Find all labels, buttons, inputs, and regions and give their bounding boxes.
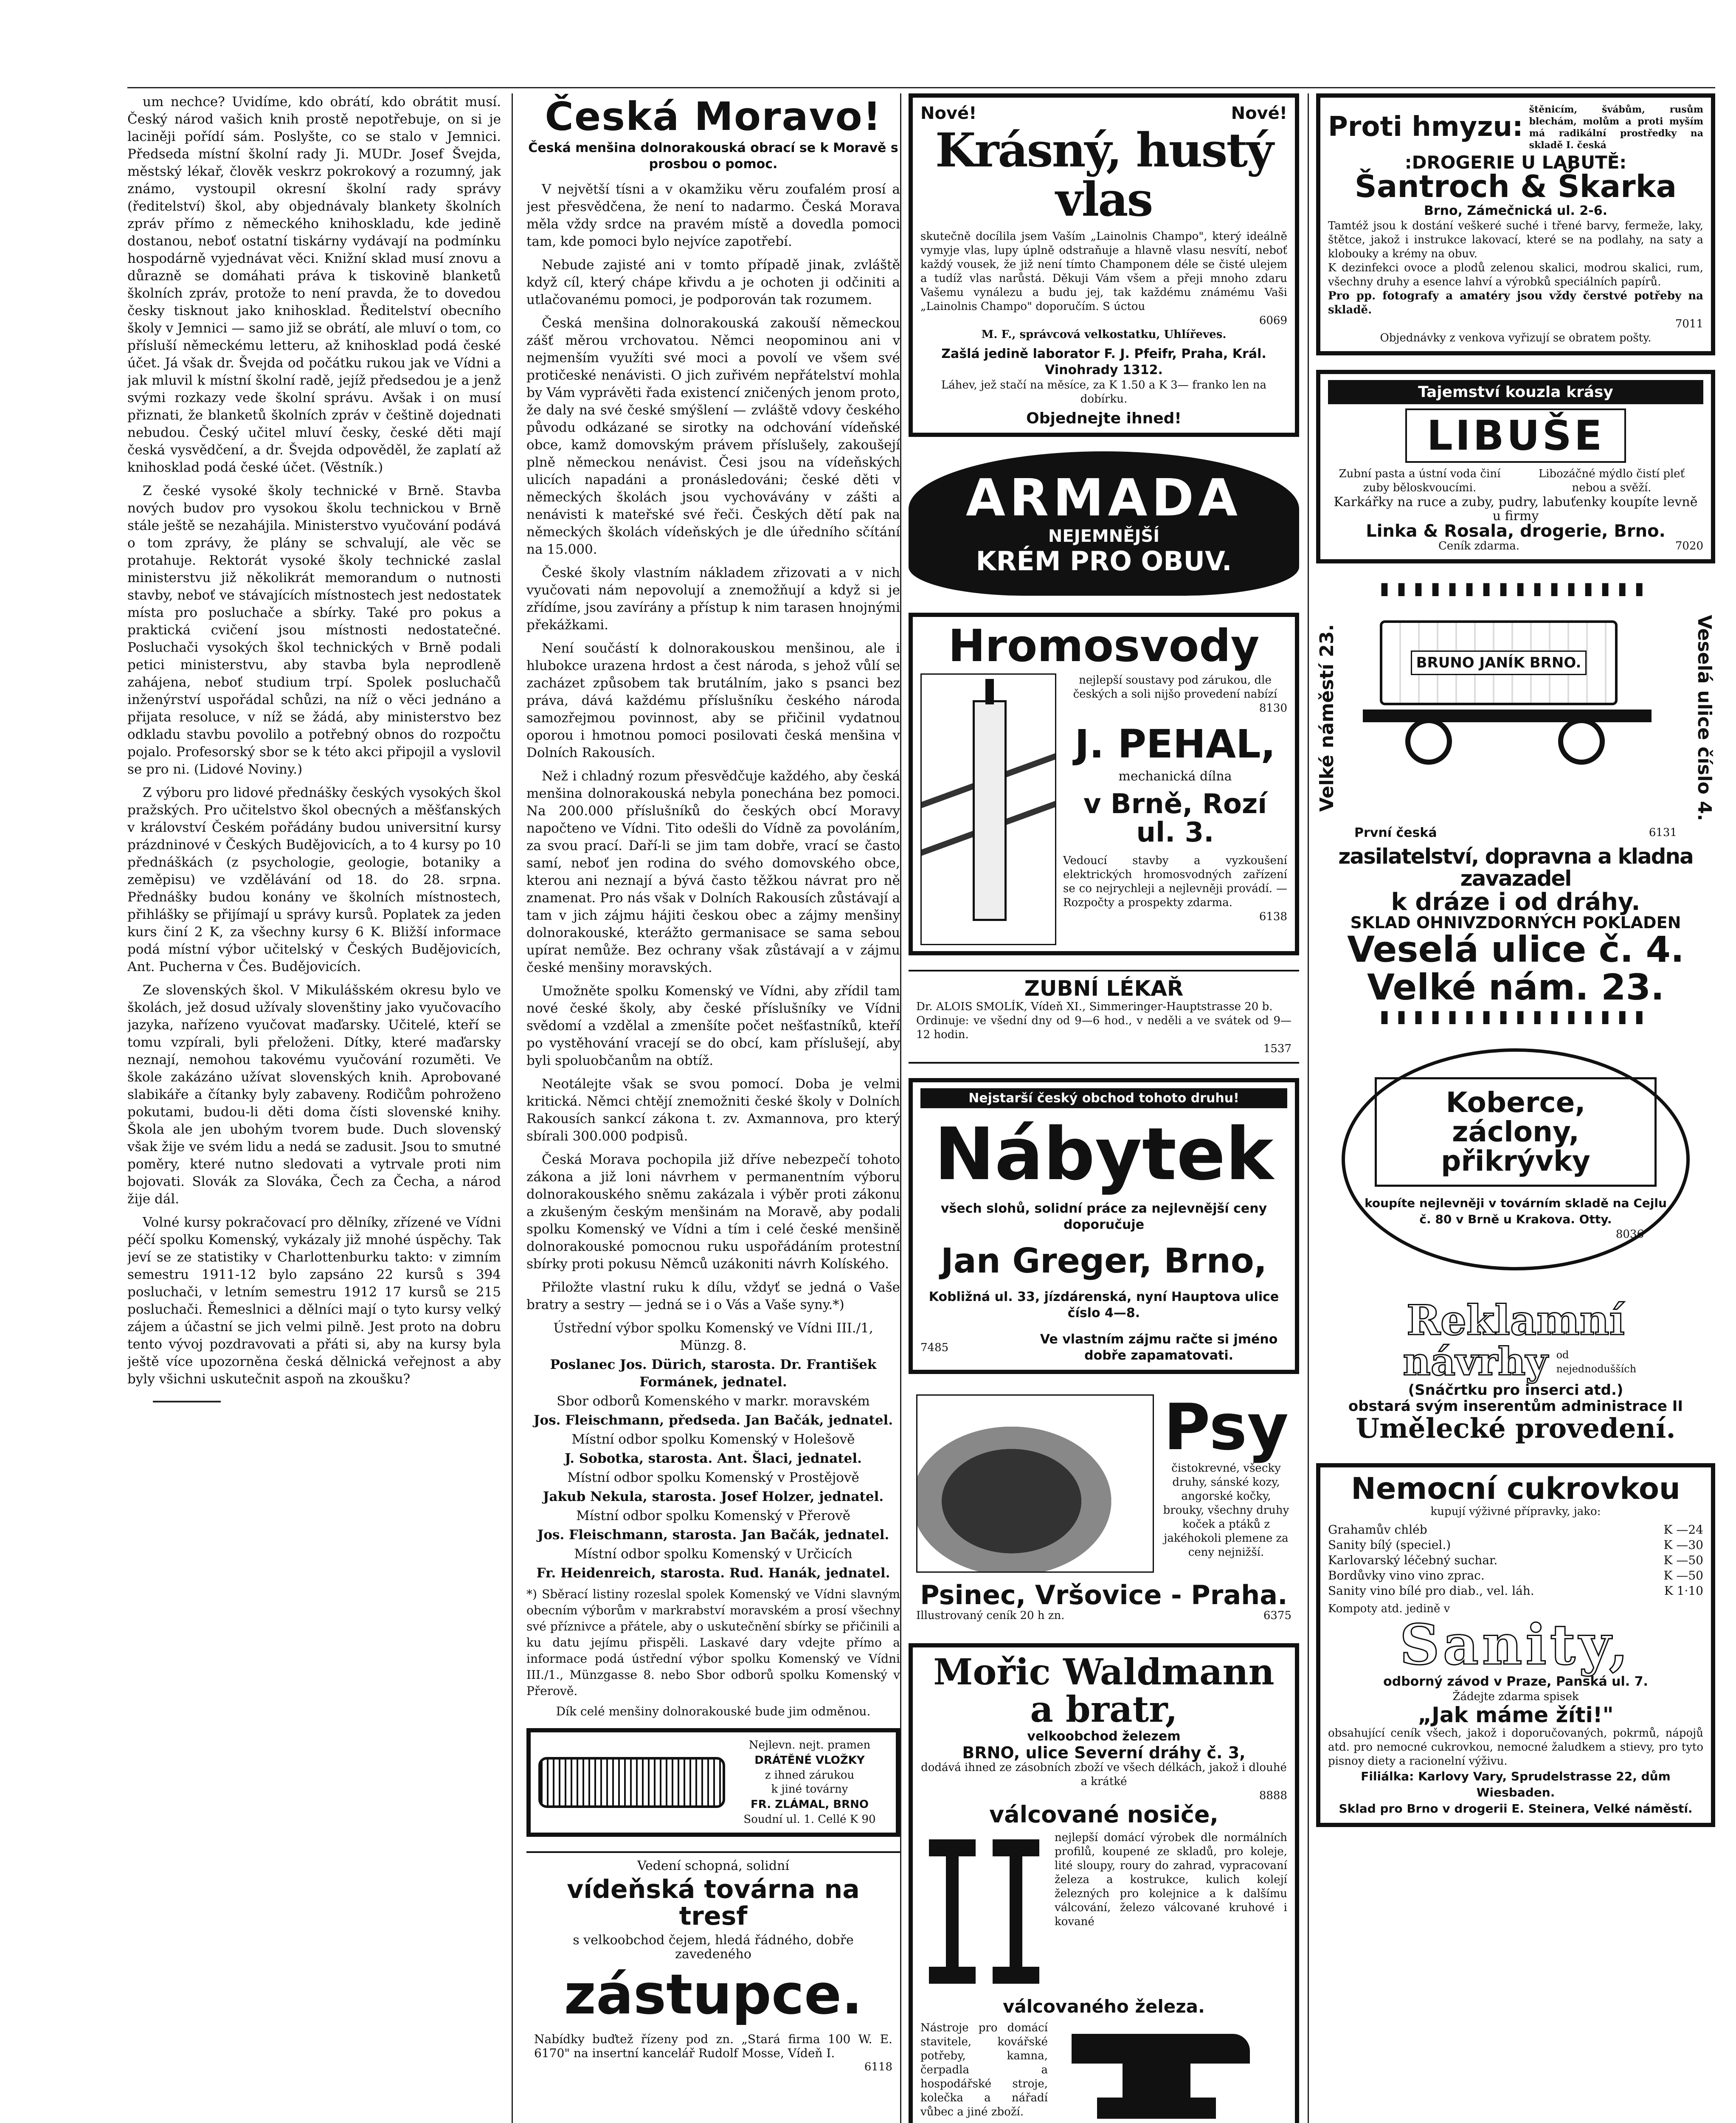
signature-line: Fr. Heidenreich, starosta. Rud. Hanák, jednatel.	[536, 1566, 890, 1581]
price-row	[1328, 1583, 1703, 1599]
ad-cukrovka-price-list	[1328, 1522, 1703, 1599]
price-item-name: Sanity vino bílé pro diab., vel. láh.	[1328, 1583, 1534, 1598]
signature-line: J. Sobotka, starosta. Ant. Šlaci, jednatel.	[565, 1451, 862, 1466]
article-paragraph: Než i chladný rozum přesvědčuje každého, aby česká menšina dolnorakouská nebyla ponechána bez pomoci. Na 200.000 příslušníků do českých obcí Moravy napočteno ve Vídni. Tito odešli do Vídně za povoláním, za svou prací. Daří-li se jim tam dobře, vrací se často samí, neboť jen rodina do svého domovského obce, kterou ani neznají a bývá často těžkou návrat pro ně znamenat. Pro nás však v Dolních Rakousích zůstávají a tam v jich zájmu hájiti českou obec a zájmy menšiny dolnorakouské, kterážto germanisace se sama sebou upírat nemůže. Bez ochrany však zůstávají a v zájmu české menšiny moravských.	[526, 769, 900, 975]
ad-hmyz-code: 7011	[1675, 317, 1703, 330]
ad-hromosvody-code: 8130	[1259, 702, 1287, 715]
price-item-price: K —30	[1663, 1537, 1703, 1552]
ad-waldmann-code: 8888	[1259, 1789, 1287, 1802]
price-item-name: Karlovarský léčebný suchar.	[1328, 1553, 1498, 1567]
signature-line: Jos. Fleischmann, předseda. Jan Bačák, jednatel.	[533, 1413, 893, 1428]
anvil-illustration	[1055, 2021, 1287, 2123]
ornament-row: ▮▮▮▮▮▮▮▮▮▮▮▮▮▮▮▮	[1379, 578, 1652, 598]
ad-zubni-name: Dr. ALOIS SMOLÍK, Vídeň XI., Simmeringer-Hauptstrasse 20 b.	[916, 1000, 1273, 1013]
spring-mattress-illustration	[538, 1757, 725, 1808]
ad-vlas-bottom: Objednejte ihned!	[1026, 410, 1182, 427]
ad-reklamni-line5: Umělecké provedení.	[1356, 1412, 1676, 1444]
signature-line: Ústřední výbor spolku Komenský ve Vídni III./1, Münzg. 8.	[553, 1321, 873, 1353]
ad-vlas-code: 6069	[1259, 314, 1287, 327]
ad-janik-first: První česká	[1354, 825, 1437, 840]
price-item-name: Sanity bílý (speciel.)	[1328, 1537, 1451, 1552]
ad-hmyz	[1316, 93, 1715, 355]
ad-reklamni-line4: obstará svým inserentům administrace II	[1348, 1397, 1683, 1415]
ad-reklamni-line1: Reklamní	[1407, 1296, 1625, 1344]
article-paragraph: Z výboru pro lidové přednášky českých vysokých škol pražských. Pro učitelstvo škol obecných a měšťanských v království Českém pořádány budou universitní kursy prázdninové v Českých Budějovicích, a to 4 kursy po 10 přednáškách (z psychologie, geologie, botaniky a zeměpisu) ve vzdělávání od 18. do 28. srpna. Přednášky budou konány ve školních místnostech, přihlášky se přijímají u správy kursů. Poplatek za jeden kurs činí 2 K, za všechny kursy 6 K. Bližší informace podá místní výbor učitelský v Českých Budějovicích, Ant. Pucherna v Čes. Budějovicích.	[127, 785, 501, 974]
ad-hromosvody-text: Vedoucí stavby a vyzkoušení elektrických hromosvodných zařízení se co nejrychleji a nejlevněji provádí. — Rozpočty a prospekty zdarma.	[1063, 854, 1287, 909]
ad-koberce-title3: přikrývky	[1441, 1145, 1590, 1178]
ad-zubni-hours: Ordinuje: ve všední dny od 9—6 hod., v neděli a ve svátek od 9—12 hodin.	[916, 1014, 1291, 1041]
article-paragraph: Česká Morava pochopila již dříve nebezpečí tohoto zákona a již loni návrhem v permanentním výboru dolnorakouského sněmu zakázala i výběr proti zákonu a zkušeným českým menšinám na Moravě, aby podali spolku Komenský ve Vídni a tím i celé české menšině dolnorakouské pomocnou ruku uspořádáním protestní sbírky proti pokusu Němců uzákoniti návrh Kolíského.	[526, 1152, 900, 1272]
ad-waldmann	[909, 1643, 1299, 2123]
ad-hmyz-text3: Pro pp. fotografy a amatéry jsou vždy čerstvé potřeby na skladě.	[1328, 289, 1703, 316]
price-row	[1328, 1568, 1703, 1583]
ad-hromosvody-city: v Brně, Rozí ul. 3.	[1083, 788, 1267, 848]
ad-libuse-code: 7020	[1675, 539, 1703, 552]
ad-tresf-text: s velkoobchod čejem, hledá řádného, dobře zavedeného	[573, 1933, 854, 1962]
ad-zubni-code: 1537	[1263, 1042, 1291, 1055]
ad-koberce-title1: Koberce,	[1446, 1086, 1586, 1119]
price-row	[1328, 1537, 1703, 1553]
article-title: Česká Moravo!	[545, 94, 882, 139]
article-paragraph: V největší tísni a v okamžiku věru zoufalém prosí a jest přesvědčena, že není to nadarmo. Česká Morava měla vždy srdce na pravém místě a dovedla pomoci tam, kde pomoci bylo nejvíce zapotřebí.	[526, 182, 900, 249]
ad-janik-sklad: SKLAD OHNIVZDORNÝCH POKLADEN	[1350, 913, 1681, 932]
column-divider-3	[1308, 93, 1309, 2123]
price-row	[1328, 1522, 1703, 1537]
footnote-end: Dík celé menšiny dolnorakouské bude jim odměnou.	[556, 1704, 871, 1718]
ad-psy-text: čistokrevné, všecky druhy, sánské kozy, angorské kočky, brouky, všechny druhy koček a ptáků z jakéhokoli plemene za ceny nejnižší.	[1163, 1461, 1289, 1559]
ad-nabytek-code: 7485	[920, 1341, 949, 1354]
article-paragraph: Volné kursy pokračovací pro dělníky, zřízené ve Vídni péčí spolku Komenský, vykázaly již mnohé úspěchy. Tak jeví se ze statistiky v Charlottenburku takto: v zimním semestru 1911-12 bylo zapsáno 22 kursů s 394 posluchači, v letním semestru 1912 17 kursů se 215 posluchači. Řemeslnici a dělníci mají o tyto kursy velký zájem a účastní se jich velmi pilně. Jest proto na dobru tento vývoj pozdravovati a přáti si, aby na kursy byla ještě více upozorněna česká dělnická veřejnost a aby byly všichni uskutečnit aspoň na zkoušku?	[127, 1215, 501, 1387]
ad-koberce-code: 8036	[1615, 1228, 1644, 1241]
ad-tresf-code: 6118	[864, 2060, 892, 2073]
ad-hmyz-name: Šantroch & Škarka	[1354, 169, 1677, 204]
steel-beam-illustration	[920, 1831, 1048, 1992]
ad-cukrovka-text: obsahující ceník všech, jakož i doporučovaných, pokrmů, nápojů atd. pro nemocné cukrovkou, nemocné žaludkem a stievy, pro tyto pisnoy diety a racionelní výživu.	[1328, 1726, 1703, 1768]
price-item-price: K —24	[1663, 1522, 1703, 1537]
ad-nabytek-top: Nejstarší český obchod tohoto druhu!	[920, 1088, 1287, 1108]
article-paragraph: Z české vysoké školy technické v Brně. Stavba nových budov pro vysokou školu technickou v Brně stále ještě se nezahájila. Ministerstvo vyučování podává o tom zprávy, že plány se schvalují, ale věc se protahuje. Rektorát vysoké školy technické zaslal ministerstvu již několikrát memorandum o nutnosti stavby, neboť ve stávajících místnostech jest nedostatek místa pro posluchače a sbírky. Také pro pokus a praktická cvičení jsou místnosti nedostatečné. Posluchači vysokých škol technických v Brně podali petici ministerstvu, aby stavba byla neprodleně zahájena, neboť studium trpí. Spolek posluchačů inženýrství uspořádal schůzi, na níž o věci jednáno a přijata resoluce, v níž se žádá, aby ministerstvo bez odkladu stavbu povolilo a potřebný obnos do rozpočtu pojalo. Profesorský sbor se k této akci připojil a vyslovil se pro ni. (Lidové Noviny.)	[127, 483, 501, 777]
ad-vlas-text: skutečně docílila jsem Vaším „Lainolnis Champo", který ideálně vymyje vlas, lupy úplně odstraňuje a hlavně vlasu nesvítí, neboť každý vousek, že již není tímto Champonem déle se čisté ulejem a tudíž vlas narůstá. Děkuji Vám všem a přeji mnoho zdaru Vašemu vynálezu a budu jej, tak každému známému Vaši „Lainolnis Champo" doporučím. S úctou	[920, 230, 1287, 313]
ad-libuse-title: LIBUŠE	[1405, 408, 1626, 463]
ad-hmyz-address: Brno, Zámečnická ul. 2-6.	[1424, 203, 1607, 218]
column-divider-2	[900, 93, 901, 2123]
ad-janik	[1316, 578, 1715, 1027]
column-1	[127, 93, 501, 2123]
ad-koberce	[1316, 1040, 1715, 1279]
article-subtitle: Česká menšina dolnorakouská obrací se k Moravě s prosbou o pomoc.	[528, 141, 898, 172]
ad-zlamal	[526, 1728, 900, 1837]
article-paragraph: Přiložte vlastní ruku k dílu, vždyť se jedná o Vaše bratry a sestry — jedná se i o Vás a Vaše syny.*)	[526, 1280, 900, 1312]
ad-reklamni-line3: (Snáčrtku pro inserci atd.)	[1408, 1381, 1623, 1399]
ad-cukrovka-title: Nemocní cukrovkou	[1351, 1471, 1680, 1506]
ad-nabytek-note: Ve vlastním zájmu račte si jméno dobře zapamatovati.	[1040, 1332, 1278, 1363]
ad-janik-truck-label: BRUNO JANÍK BRNO.	[1411, 650, 1587, 675]
ad-vlas-title: Krásný, hustý vlas	[935, 123, 1273, 227]
footnote: *) Sběrací listiny rozeslal spolek Komenský ve Vídni slavným obecním výborům v markrabství moravském a prosí všechny své příznivce a přátele, aby o uskutečnění sbírky se přičinili a ku datu jejímu přispěli. Laskavé dary vdejte přímo a informace podá ústřední výbor spolku Komenský ve Vídni III./1., Münzgasse 8. nebo Sbor odborů spolku Komenský v Přerově.	[526, 1587, 900, 1698]
ad-hmyz-title: Proti hmyzu:	[1328, 111, 1523, 143]
price-row	[1328, 1553, 1703, 1568]
ornament-row: ▮▮▮▮▮▮▮▮▮▮▮▮▮▮▮▮	[1379, 1006, 1652, 1026]
ad-cukrovka-sanity: Sanity,	[1399, 1612, 1632, 1677]
ad-waldmann-sub: velkoobchod železem	[1027, 1729, 1181, 1744]
ad-reklamni	[1316, 1293, 1715, 1449]
ad-tresf	[526, 1851, 900, 2080]
signature-line: Sbor odborů Komenského v markr. moravském	[557, 1394, 870, 1409]
article-paragraph: Ze slovenských škol. V Mikulášském okresu bylo ve školách, jež dosud užívaly slovenštiny jako vyučovacího jazyka, nařízeno vyučovat maďarsky. Učitelé, kteří se tomu vzpírali, byli přeloženi. Dítky, které maďarsky neznají, nemohou takovému vyučování rozuměti. Ve škole zakázáno užívat slovenských knih. Aprobované slabikáře a čítanky byly zabaveny. Rodičům pohroženo pokutami, budou-li děti doma čísti slovenské knihy. Škola ale jen ubohým tvorem bude. Duch slovenský však žije ve svém lidu a nedá se zadusit. Jsou to smutné poměry, které nutno sledovati a vytrvale proti nim bojovati. Slovák za Slováka, Čech za Čecha, a národ žije dál.	[127, 983, 501, 1207]
ad-nabytek-name: Jan Greger, Brno,	[940, 1241, 1267, 1281]
ad-nabytek-text: všech slohů, solidní práce za nejlevnější ceny doporučuje	[940, 1201, 1267, 1233]
ad-hromosvody-intro: nejlepší soustavy pod zárukou, dle českých a soli nijšo provedení nabízí	[1073, 674, 1277, 701]
ad-koberce-text: koupíte nejlevněji v továrním skladě na Cejlu č. 80 v Brně u Krakova. Otty.	[1365, 1196, 1667, 1226]
ad-zubni-lekar	[909, 970, 1299, 1064]
ad-hmyz-end: Objednávky z venkova vyřizují se obratem pošty.	[1380, 331, 1652, 344]
signature-line: Jos. Fleischmann, starosta. Jan Bačák, jednatel.	[537, 1527, 889, 1543]
ad-cukrovka	[1316, 1463, 1715, 1827]
ad-waldmann-valcovane: válcovaného železa.	[1003, 1996, 1205, 2017]
ad-tresf-big: zástupce.	[564, 1962, 863, 2027]
price-item-price: K —50	[1663, 1568, 1703, 1582]
price-item-name: Grahamův chléb	[1328, 1522, 1427, 1537]
ad-psy-title: Psy	[1163, 1391, 1289, 1465]
ad-libuse-cenik: Ceník zdarma.	[1438, 539, 1520, 552]
article-paragraph: Umožněte spolku Komenský ve Vídni, aby zřídil tam nové české školy, aby české příslušníky ve Vídni svědomí a vzdělal a zmenšíte počet nešťastníků, kteří po vystěhování vracejí se do obcí, kam příslušejí, aby byli spoluobčanům na obtíž.	[526, 983, 900, 1068]
dogs-illustration	[916, 1394, 1154, 1573]
signature-line: Jakub Nekula, starosta. Josef Holzer, jednatel.	[543, 1489, 884, 1504]
ad-vlas-sign: M. F., správcová velkostatku, Uhlířeves.	[981, 328, 1227, 341]
article-paragraph: České školy vlastním nákladem zřizovati a v nich vyučovati nám nepovolují a znemožňují a když si je zřídíme, jsou zavírány a přístup k nim tarasen hnojnými překážkami.	[526, 565, 900, 633]
ad-zlamal-line: Nejlevn. nejt. pramen	[748, 1739, 871, 1751]
price-item-name: Bordůvky vino vino zprac.	[1328, 1568, 1485, 1582]
ad-reklamni-side: od nejednodušších	[1556, 1349, 1637, 1375]
end-rule	[153, 1401, 221, 1402]
ad-nabytek-title: Nábytek	[934, 1112, 1274, 1197]
ad-janik-big2: Velké nám. 23.	[1367, 966, 1664, 1008]
signature-line: Místní odbor spolku Komenský v Přerově	[576, 1508, 850, 1523]
ad-hmyz-store: :DROGERIE U LABUTĚ:	[1404, 152, 1627, 173]
ad-hromosvody-code2: 6138	[1259, 910, 1287, 924]
ad-hromosvody-sub: mechanická dílna	[1118, 769, 1232, 784]
ad-libuse-top: Tajemství kouzla krásy	[1328, 380, 1703, 404]
signature-line: Místní odbor spolku Komenský v Určicích	[574, 1546, 853, 1562]
ad-zlamal-line: k jiné továrny	[771, 1783, 848, 1796]
ad-janik-code: 6131	[1649, 826, 1677, 839]
ad-waldmann-text: dodává ihned ze zásobních zboží ve všech délkách, jakož i dlouhé a krátké	[921, 1761, 1287, 1788]
ad-libuse-right: Libozáčné mýdlo čistí pleť nebou a svěží.	[1538, 467, 1685, 494]
ad-zlamal-line: DRÁTĚNÉ VLOŽKY	[754, 1754, 865, 1767]
ad-psy-sub: Illustrovaný ceník 20 h zn.	[916, 1609, 1065, 1622]
top-rule	[127, 87, 1715, 88]
ad-reklamni-line2: návrhy	[1403, 1339, 1548, 1385]
lightning-tower-illustration	[920, 673, 1056, 945]
signature-line: Poslanec Jos. Dürich, starosta. Dr. František Formánek, jednatel.	[550, 1357, 877, 1390]
ad-hmyz-side: štěnicím, švábům, rusům blechám, molům a proti myším má radikální prostředky na skladě I. česká	[1529, 104, 1703, 151]
ad-nabytek	[909, 1078, 1299, 1374]
ad-tresf-intro: Vedení schopná, solidní	[637, 1858, 789, 1873]
ad-nabytek-address: Kobližná ul. 33, jízdárenská, nyní Hauptova ulice číslo 4—8.	[928, 1290, 1279, 1321]
ad-zlamal-line: z ihned zárukou	[765, 1769, 855, 1782]
ad-janik-vert-right: Veselá ulice číslo 4.	[1694, 614, 1715, 821]
ad-cukrovka-intro: kupují výživné přípravky, jako:	[1430, 1505, 1601, 1518]
ad-hromosvody	[909, 613, 1299, 955]
ad-vlas-price: Láhev, jež stačí na měsíce, za K 1.50 a K 3— franko len na dobírku.	[941, 379, 1267, 405]
ad-hmyz-text2: K dezinfekci ovoce a plodů zelenou skalici, modrou skalici, rum, všechny druhy a esence lahví a výrobků speciálních papírů.	[1328, 261, 1703, 288]
ad-janik-sub: k dráze i od dráhy.	[1391, 888, 1640, 916]
ad-psy	[909, 1388, 1299, 1629]
article-paragraph: Není součástí k dolnorakouskou menšinou, ale i hlubokce urazena hrdost a čest národa, s jehož vůlí se zacházet způsobem tak brutálním, jako s psanci bez práva, dává každému příslušníku českého národa samozřejmou povinnost, aby se přičinil vydatnou oporou i hmotnou pomoci posilovati česká menšina v Dolních Rakousích.	[526, 641, 900, 760]
ad-janik-big1: Veselá ulice č. 4.	[1347, 929, 1684, 971]
column-4	[1316, 93, 1715, 2123]
ad-waldmann-city: BRNO, ulice Severní dráhy č. 3,	[962, 1743, 1246, 1762]
ad-waldmann-nosniky-text: nejlepší domácí výrobek dle normálních profilů, koupené ze skladů, pro koleje, lité sloupy, roury do zahrad, vypracovaní železa a kostrukce, kulich kolejí železných pro kolejnice a k dalšímu válcování, železo válcované kruhové i kované	[1055, 1831, 1287, 1929]
ad-hromosvody-title: Hromosvody	[948, 620, 1260, 672]
column-2	[526, 93, 900, 2123]
ad-cukrovka-zavod: odborný závod v Praze, Panská ul. 7.	[1383, 1674, 1648, 1689]
signature-block	[526, 1320, 900, 1582]
column-divider-1	[512, 93, 513, 2123]
ad-armada-product: KRÉM PRO OBUV.	[976, 546, 1232, 577]
ad-waldmann-title: Mořic Waldmann a bratr,	[933, 1651, 1275, 1731]
ad-janik-vert-left: Velké náměstí 23.	[1316, 624, 1338, 812]
ad-hromosvody-name: J. PEHAL,	[1075, 721, 1276, 767]
ad-armada	[909, 451, 1299, 596]
ad-waldmann-tools: Nástroje pro domácí stavitele, kovářské potřeby, kamna, čerpadla a hospodářské stroje, kolečka a nářadí vůbec a jiné zboží.	[920, 2022, 1048, 2119]
article-paragraph: Česká menšina dolnorakouská zakouší německou zášť měrou vrchovatou. Němci neopominou ani v nejmenším využíti své moci a povolí ve všem své protičeské nenávisti. O jich zuřivém nepřátelství mohla by Vám vyprávěti řada existencí zničených jenom proto, že daly na své české smýšlení — zvláště vdovy českého původu odkázané se sirotky na odchování vídeňské obce, kamž domovským právem příslušely, zakoušejí plně německou nenávist. Česi jsou na vídeňských ulicích napadáni a pronásledováni; české děti v německých školách jsou vychovávány v zášti a nenávisti k mateřské své řeči. Českých dětí pak na německých školách vídeňských je dle úředního sčítání na 15.000.	[526, 315, 900, 557]
ad-vlas-new-left: Nové!	[920, 104, 977, 123]
ad-tresf-title: vídeňská továrna na tresf	[567, 1875, 860, 1931]
article-paragraph: Neotálejte však se svou pomocí. Doba je velmi kritická. Němci chtějí znemožniti české školy v Dolních Rakousích sankcí zákona t. zv. Axmannova, pro který sbírali 300.000 podpisů.	[526, 1076, 900, 1144]
ad-armada-brand: ARMADA	[965, 469, 1242, 528]
ad-libuse-left: Zubní pasta a ústní voda činí zuby běloskvoucími.	[1339, 467, 1501, 494]
ad-hmyz-text: Tamtéž jsou k dostání veškeré suché i třené barvy, fermeže, laky, štětce, jakož i instrukce lakovací, které se na podlahy, na saty a klobouky a krémy na obuv.	[1328, 219, 1703, 260]
ad-cukrovka-filialka: Filiálka: Karlovy Vary, Sprudelstrasse 22, dům Wiesbaden.	[1361, 1769, 1671, 1799]
signature-line: Místní odbor spolku Komenský v Holešově	[571, 1432, 855, 1447]
ad-cukrovka-zadejte: Žádejte zdarma spisek	[1452, 1690, 1579, 1703]
ad-vlas-order: Zašlá jedině laborator F. J. Pfeifr, Praha, Král. Vinohrady 1312.	[941, 346, 1266, 377]
ad-libuse-more: Karkářky na ruce a zuby, pudry, labuťenky koupíte levně u firmy	[1334, 494, 1698, 524]
ad-koberce-frame	[1342, 1048, 1690, 1270]
article-paragraph: um nechce? Uvidíme, kdo obrátí, kdo obrátit musí. Český národ vašich knih prostě nepotřebuje, on si je laciněji pořídí sám. Poslyšte, co se stalo v Jemnici. Předseda místní školní rady Ji. MUDr. Josef Švejda, městský lékař, člověk veskrz pokrokový a rozumný, jak známo, vystoupil okresní školní rady správy (ředitelství) škol, aby objednávaly blankety školních zpráv přímo z německého knihoskladu, kde jedině dostanou, neboť ostatní tiskárny vydávají na podmínku hospodárně vyjednávat věci. Knižní sklad musí znovu a důrazně se domáhati práva k tiskovině blanketů školních zpráv, protože to není pravda, že to dovedou česky tisknout jako knihosklad. Ředitelství obecního školy v Jemnici — samo již se obrátí, ale mluví o tom, co přísluší německému letteru, až knihosklad podá české účet. Já však dr. Švejda od počátku rukou jak ve Vídni a jak mluvil k místní školní radě, jejíž předsedou je a jenž svými rozkazy vede školní správu. Avšak i on musí přiznati, že blanketů školních zpráv v češtině dojednati nebudou. Český učitel mluví česky, české děti mají česká vysvědčení, a dr. Švejda odpověděl, že zaplatí až knihosklad podá české účet. (Věstník.)	[127, 94, 501, 475]
ad-zubni-title: ZUBNÍ LÉKAŘ	[1024, 976, 1184, 1001]
ad-cukrovka-sklad: Sklad pro Brno v drogerii E. Steinera, Velké náměstí.	[1339, 1801, 1693, 1816]
article-paragraph: Nebude zajisté ani v tomto případě jinak, zvláště když cíl, který chápe křivdu a je ochoten ji odčiniti a utlačovanému pomoci, je podporován tak rozumem.	[526, 257, 900, 307]
ad-tresf-footer: Nabídky buďtež řízeny pod zn. „Stará firma 100 W. E. 6170" na insertní kancelář Rudolf Mosse, Vídeň I.	[534, 2032, 892, 2060]
price-item-price: K —50	[1663, 1553, 1703, 1567]
moving-truck-illustration	[1354, 612, 1677, 773]
ad-libuse-name: Linka & Rosala, drogerie, Brno.	[1366, 521, 1666, 541]
ad-psy-name: Psinec, Vršovice - Praha.	[920, 1580, 1288, 1611]
signature-line: Místní odbor spolku Komenský v Prostějově	[567, 1470, 859, 1485]
ad-cukrovka-spisek: „Jak máme žíti!"	[1418, 1703, 1614, 1728]
ad-libuse	[1316, 370, 1715, 563]
ad-janik-headline: zasilatelství, dopravna a kladna zavazadel	[1338, 844, 1693, 891]
column-3	[909, 93, 1299, 2123]
price-item-price: K 1·10	[1664, 1583, 1703, 1598]
ad-waldmann-nosniky: válcované nosiče,	[989, 1801, 1219, 1828]
ad-zlamal-line: Soudní ul. 1. Cellé K 90	[743, 1813, 876, 1826]
ad-koberce-title2: záclony,	[1452, 1115, 1579, 1149]
ad-vlas	[909, 93, 1299, 437]
ad-cukrovka-kompoty: Kompoty atd. jedině v	[1328, 1602, 1450, 1615]
ad-zlamal-line: FR. ZLÁMAL, BRNO	[751, 1798, 869, 1811]
ad-psy-code: 6375	[1263, 1609, 1291, 1622]
ad-vlas-new-right: Nové!	[1231, 104, 1287, 123]
ad-armada-tag: NEJEMNĚJŠÍ	[1048, 527, 1160, 546]
